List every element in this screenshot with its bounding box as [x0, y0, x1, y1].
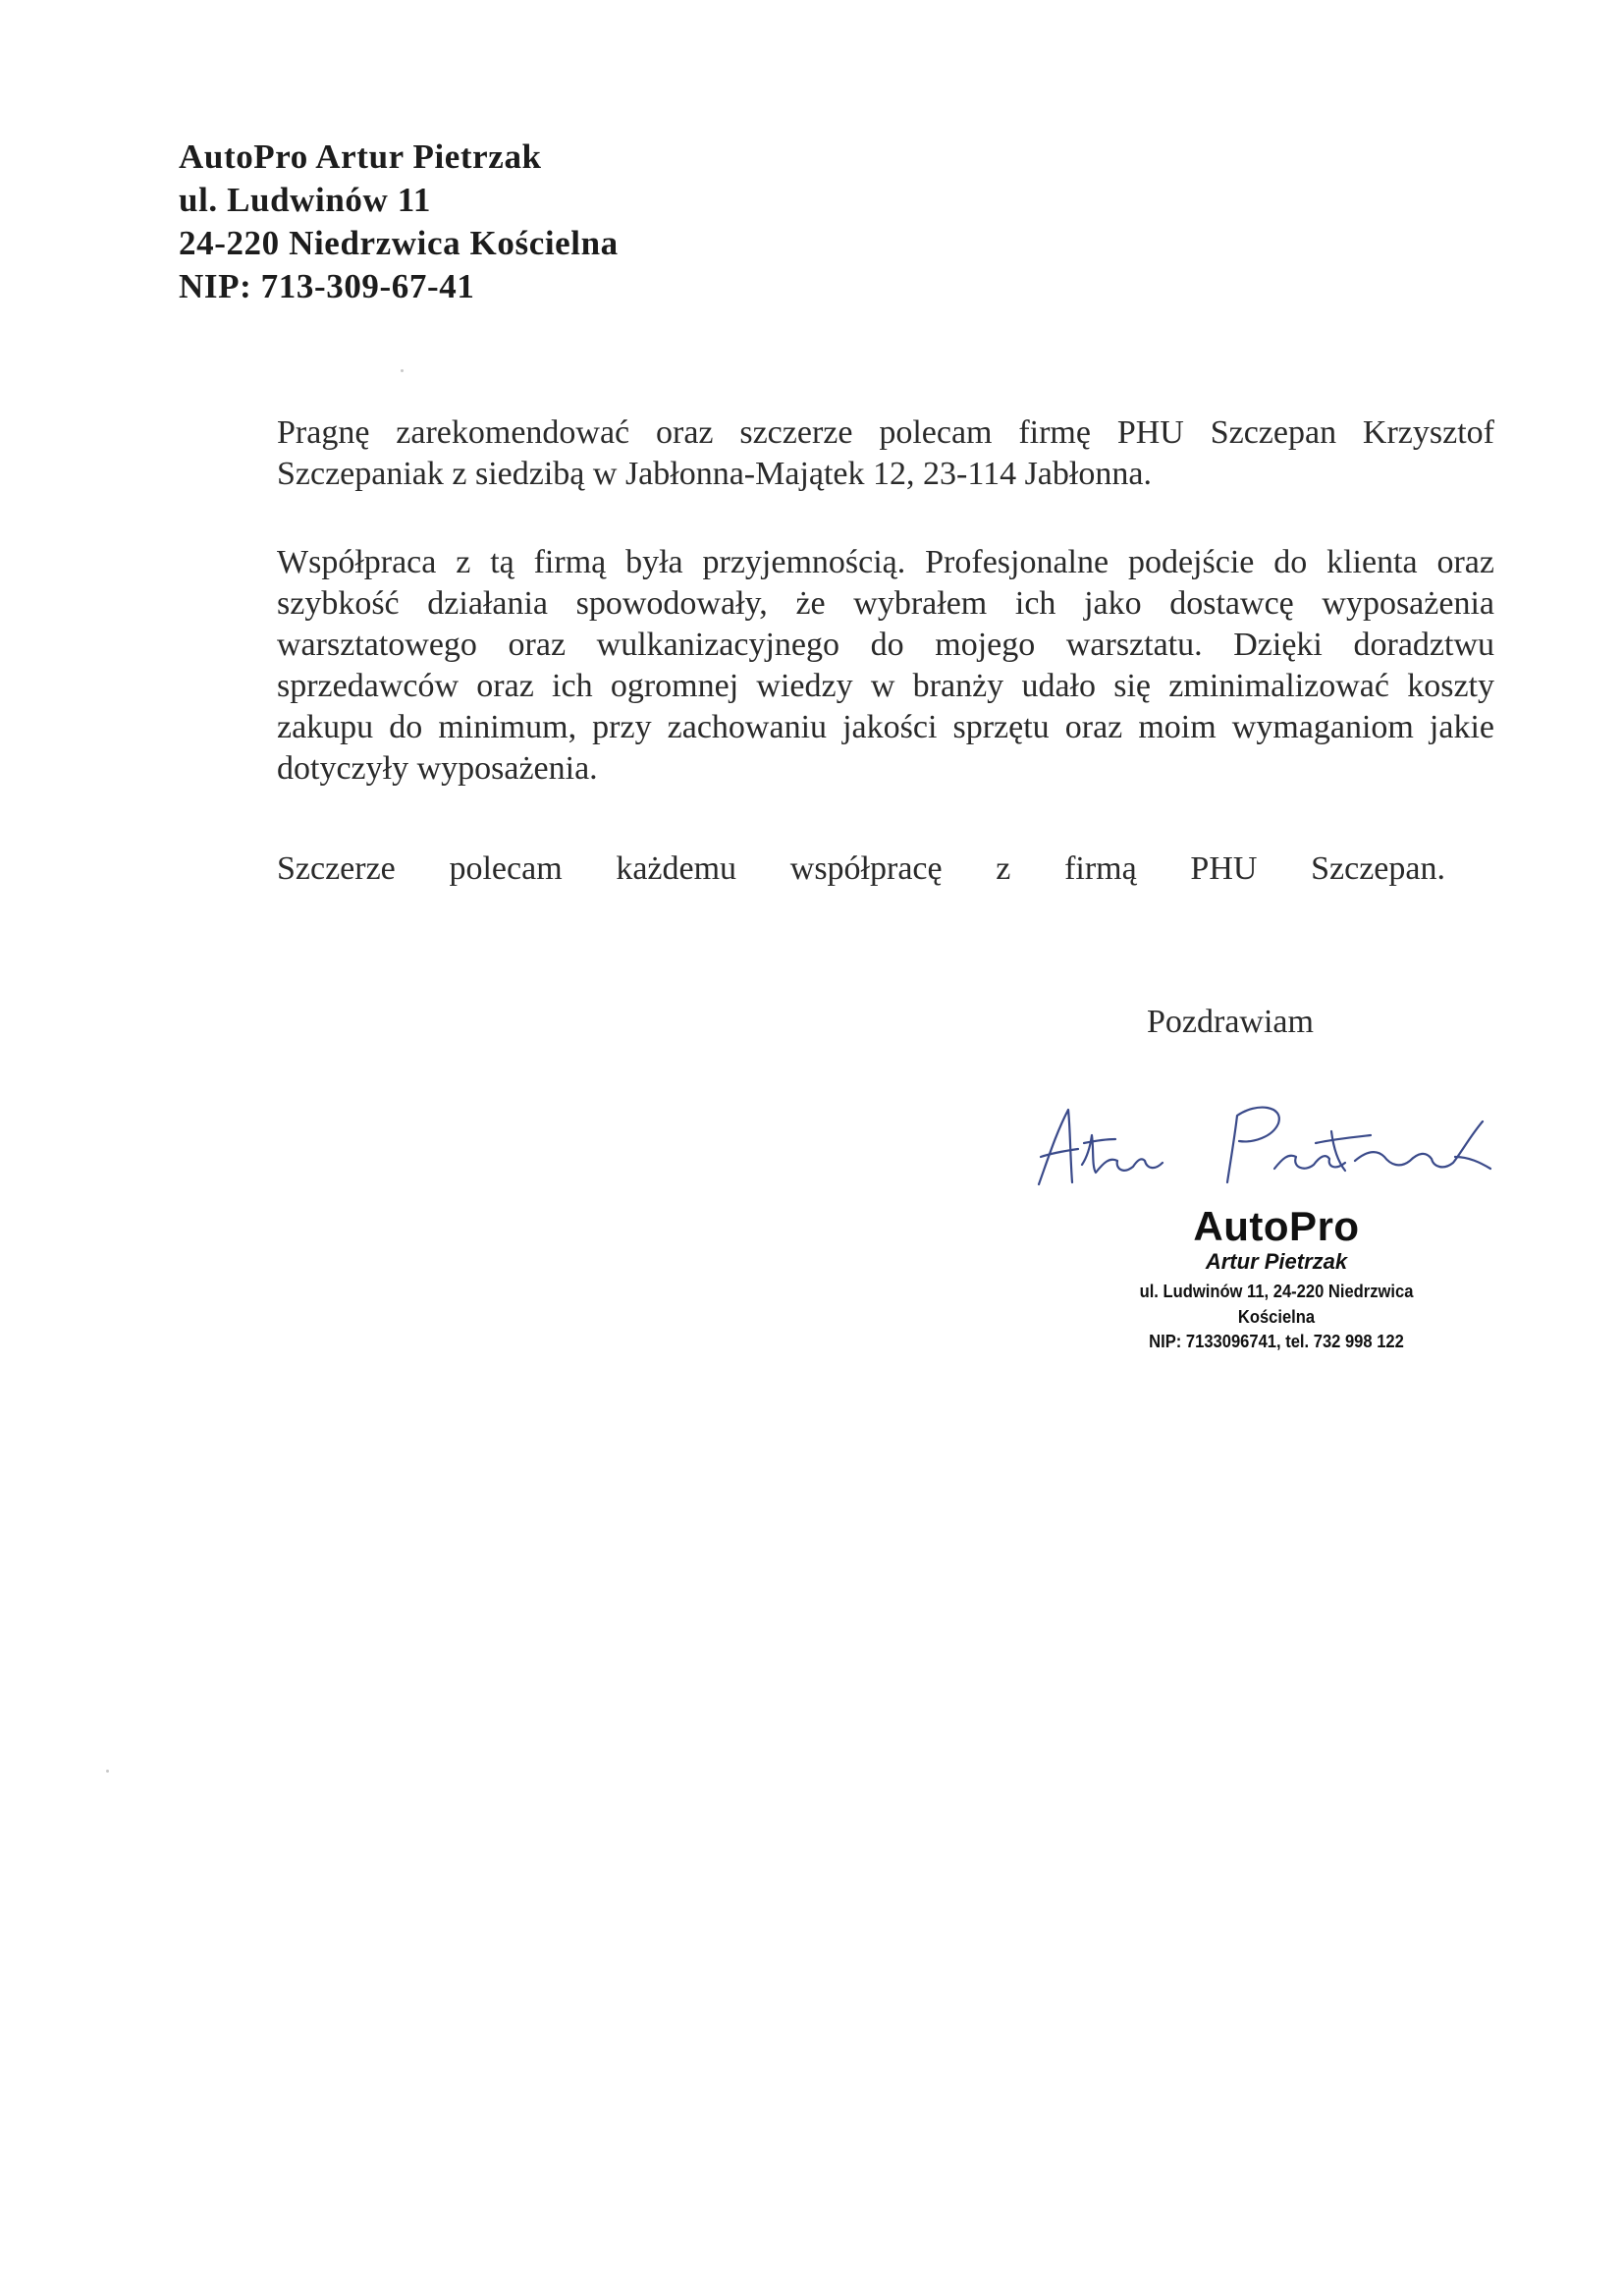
stamp-contact: NIP: 7133096741, tel. 732 998 122 [1149, 1332, 1404, 1351]
sender-name: AutoPro Artur Pietrzak [179, 137, 542, 176]
recommendation-paragraph [179, 412, 1494, 495]
paragraph-text: Współpraca z tą firmą była przyjemnością. Profesjonalne podejście do klienta oraz szybkość działania spowodowały, że wybrałem ich jako dostawcę wyposażenia warsztatowego oraz wulkanizacyjnego do mojego warsztatu. Dzięki doradztwu sprzedawców oraz ich ogromnej wiedzy w branży udało się zminimalizować koszty zakupu do minimum, przy zachowaniu jakości sprzętu oraz moim wymaganiom jakie dotyczyły wyposażenia. [277, 544, 1494, 787]
final-recommendation-paragraph: Szczerze polecam każdemu współpracę z firmą PHU Szczepan. [277, 850, 1445, 887]
stamp-owner-name: Artur Pietrzak [1205, 1249, 1348, 1274]
scan-speck [401, 369, 404, 372]
scan-speck [106, 1770, 109, 1773]
cooperation-paragraph [179, 542, 1494, 790]
closing-greeting: Pozdrawiam [1147, 1004, 1314, 1040]
sender-city: 24-220 Niedrzwica Kościelna [179, 224, 619, 262]
sender-street: ul. Ludwinów 11 [179, 181, 432, 219]
handwritten-signature [1021, 1088, 1512, 1196]
company-stamp [1090, 1204, 1463, 1353]
sender-nip: NIP: 713-309-67-41 [179, 267, 475, 305]
stamp-address: ul. Ludwinów 11, 24-220 Niedrzwica Kościelna [1139, 1282, 1414, 1327]
paragraph-text: Pragnę zarekomendować oraz szczerze polecam firmę PHU Szczepan Krzysztof Szczepaniak z siedzibą w Jabłonna-Majątek 12, 23-114 Jabłonna. [277, 414, 1494, 492]
sender-address-block [179, 136, 619, 308]
stamp-company-name: AutoPro [1193, 1203, 1360, 1249]
